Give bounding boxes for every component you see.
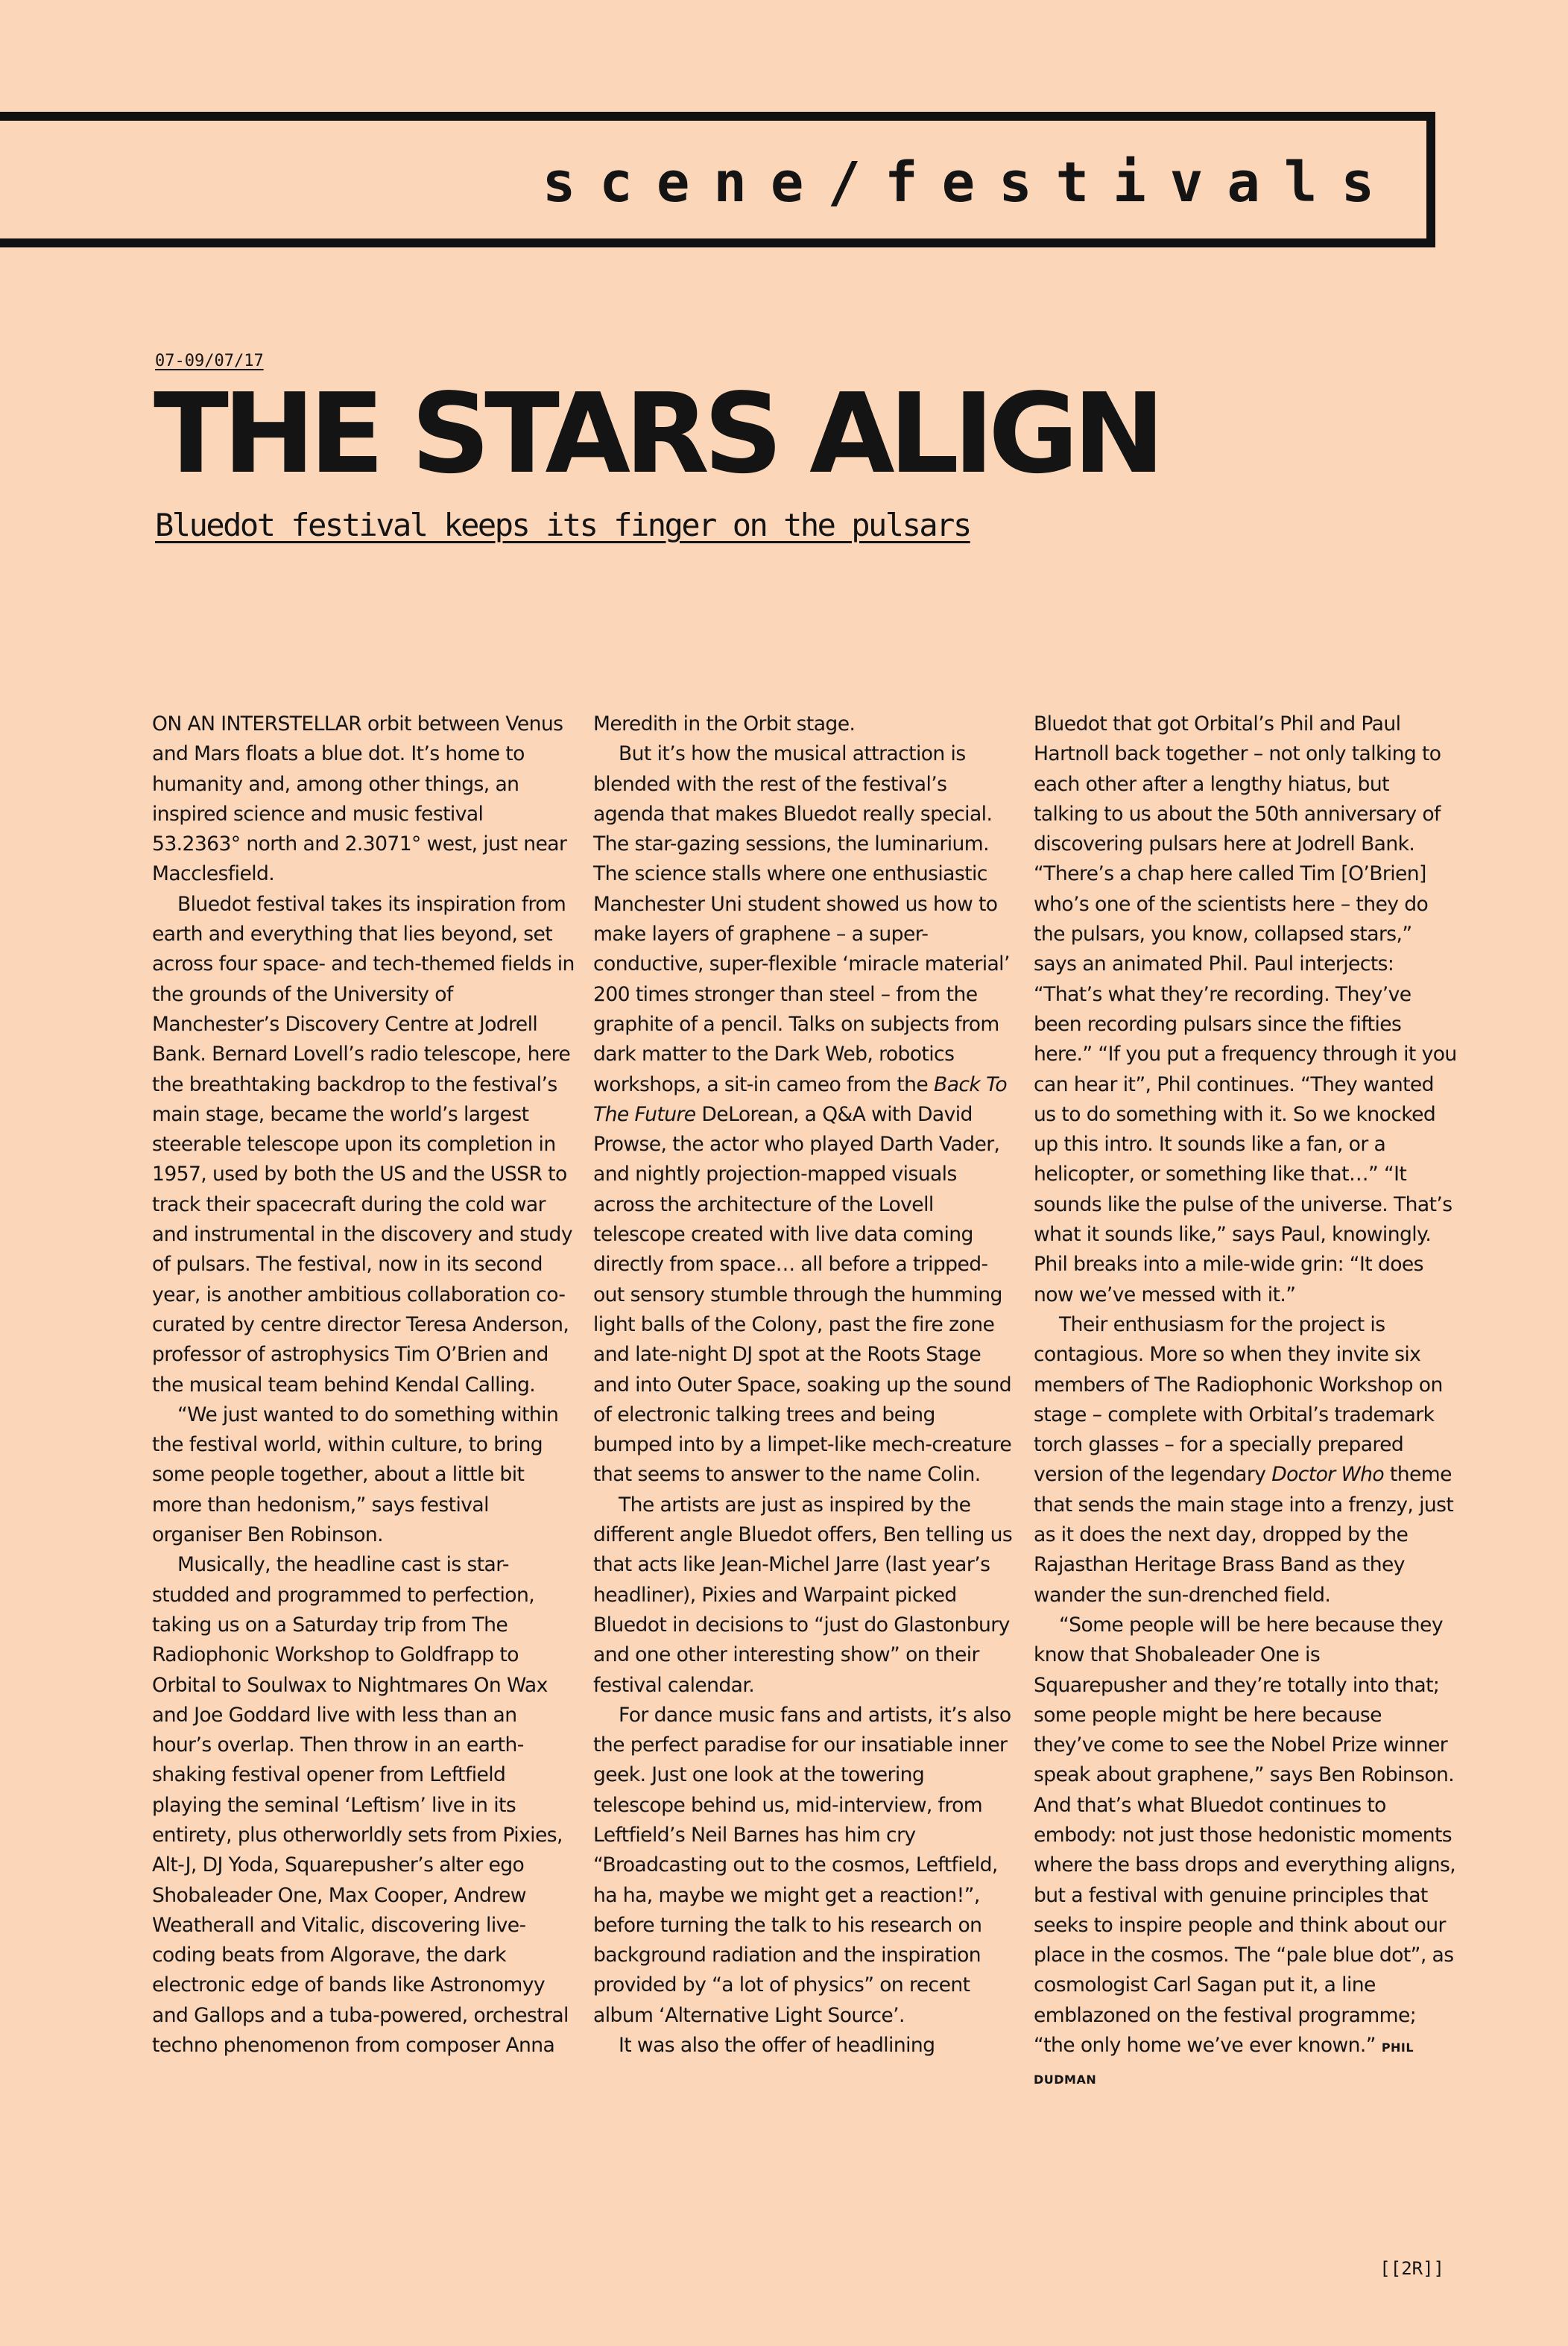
text-run: theme that sends the main stage into a frenzy, just as it does the next day, dropped by the Rajasthan Heritage Brass Band as they wander the sun-drenched field. [1034,1463,1454,1607]
paragraph: “We just wanted to do something within the festival world, within culture, to bring some people together, about a little bit more than hedonism,” says festival organiser Ben Robinson. [152,1403,559,1547]
event-date: 07-09/07/17 [155,352,264,370]
article-column-1 [152,709,577,2061]
text-run: DeLorean, a Q&A with David Prowse, the actor who played Darth Vader, and nightly projection-mapped visuals across the architecture of the Lovell telescope created with live data coming directly from space… all before a tripped-out sensory stumble through the humming light balls of the Colony, past the fire zone and late-night DJ spot at the Roots Stage and into Outer Space, soaking up the sound of electronic talking trees and being bumped into by a limpet-like mech-creature that seems to answer to the name Colin. [593,1102,1012,1487]
text-run: Their enthusiasm for the project is contagious. More so when they invite six members of The Radiophonic Workshop on stage – complete with Orbital’s trademark torch glasses – for a specially prepared version of the legendary [1034,1312,1443,1487]
section-header-box [0,112,1435,247]
paragraph: For dance music fans and artists, it’s also the perfect paradise for our insatiable inner geek. Just one look at the towering telescope behind us, mid-interview, from Leftfield’s Neil Barnes has him cry “Broadcasting out to the cosmos, Leftfield, ha ha, maybe we might get a reaction!”, before turning the talk to his research on background radiation and the inspiration provided by “a lot of physics” on recent album ‘Alternative Light Source’. [593,1703,1011,2027]
article-column-2 [593,709,1018,2061]
paragraph: Meredith in the Orbit stage. [593,712,856,736]
subheadline: Bluedot festival keeps its finger on the pulsars [155,507,970,543]
paragraph [593,739,1018,1490]
paragraph: Musically, the headline cast is star-studded and programmed to perfection, taking us on a Saturday trip from The Radiophonic Workshop to Goldfrapp to Orbital to Soulwax to Nightmares On Wax and Joe Goddard live with less than an hour’s overlap. Then throw in an earth-shaking festival opener from Leftfield playing the seminal ‘Leftism’ live in its entirety, plus otherworldly sets from Pixies, Alt-J, DJ Yoda, Squarepusher’s alter ego Shobaleader One, Max Cooper, Andrew Weatherall and Vitalic, discovering live-coding beats from Algorave, the dark electronic edge of bands like Astronomyy and Gallops and a tuba-powered, orchestral techno phenomenon from composer Anna [152,1553,569,2058]
paragraph: It was also the offer of headlining [619,2034,935,2058]
paragraph: The artists are just as inspired by the different angle Bluedot offers, Ben telling us that acts like Jean-Michel Jarre (last year’s headliner), Pixies and Warpaint picked Bluedot in decisions to “just do Glastonbury and one other interesting show” on their festival calendar. [593,1493,1013,1697]
paragraph: Bluedot festival takes its inspiration from earth and everything that lies beyond, set across four space- and tech-themed fields in the grounds of the University of Manchester’s Discovery Centre at Jodrell Bank. Bernard Lovell’s radio telescope, here the breathtaking backdrop to the festival’s main stage, became the world’s largest steerable telescope upon its completion in 1957, used by both the US and the USSR to track their spacecraft during the cold war and instrumental in the discovery and study of pulsars. The festival, now in its second year, is another ambitious collaboration co-curated by centre director Teresa Anderson, professor of astrophysics Tim O’Brien and the musical team behind Kendal Calling. [152,892,575,1397]
section-title: scene/festivals [542,151,1398,215]
headline: THE STARS ALIGN [154,370,1160,498]
page-number: [[2R]] [1379,2258,1444,2279]
paragraph: ON AN INTERSTELLAR orbit between Venus and Mars floats a blue dot. It’s home to humanity and, among other things, an inspired science and music festival 53.2363° north and 2.3071° west, just near Macclesfield. [152,712,567,886]
paragraph: Bluedot that got Orbital’s Phil and Paul Hartnoll back together – not only talking to each other after a lengthy hiatus, but talking to us about the 50th anniversary of discovering pulsars here at Jodrell Bank. “There’s a chap here called Tim [O’Brien] who’s one of the scientists here – they do the pulsars, you know, collapsed stars,” says an animated Phil. Paul interjects: “That’s what they’re recording. They’ve been recording pulsars since the fifties here.” “If you put a frequency through it you can hear it”, Phil continues. “They wanted us to do something with it. So we knocked up this intro. It sounds like a fan, or a helicopter, or something like that…” “It sounds like the pulse of the universe. That’s what it sounds like,” says Paul, knowingly. Phil breaks into a mile-wide grin: “It does now we’ve messed with it.” [1034,712,1457,1306]
film-title: Back To The Future [593,1072,1008,1126]
text-run: “Some people will be here because they know that Shobaleader One is Squarepusher and they’re totally into that; some people might be here because they’ve come to see the Nobel Prize winner speak about graphene,” says Ben Robinson. And that’s what Bluedot continues to embody: not just those hedonistic moments where the bass drops and everything aligns, but a festival with genuine principles that seeks to inspire people and think about our place in the cosmos. The “pale blue dot”, as cosmologist Carl Sagan put it, a line emblazoned on the festival programme; “the only home we’ve ever known.” [1034,1613,1456,2058]
paragraph [1034,1310,1458,1610]
article-column-3 [1034,709,1458,2096]
paragraph [1034,1610,1458,2096]
show-title: Doctor Who [1271,1463,1385,1487]
byline: PHIL DUDMAN [1034,2040,1414,2087]
text-run: But it’s how the musical attraction is blended with the rest of the festival’s agenda that makes Bluedot really special. The star-gazing sessions, the luminarium. The science stalls where one enthusiastic Manchester Uni student showed us how to make layers of graphene – a super-conductive, super-flexible ‘miracle material’ 200 times stronger than steel – from the graphite of a pencil. Talks on subjects from dark matter to the Dark Web, robotics workshops, a sit-in cameo from the [593,742,1010,1096]
